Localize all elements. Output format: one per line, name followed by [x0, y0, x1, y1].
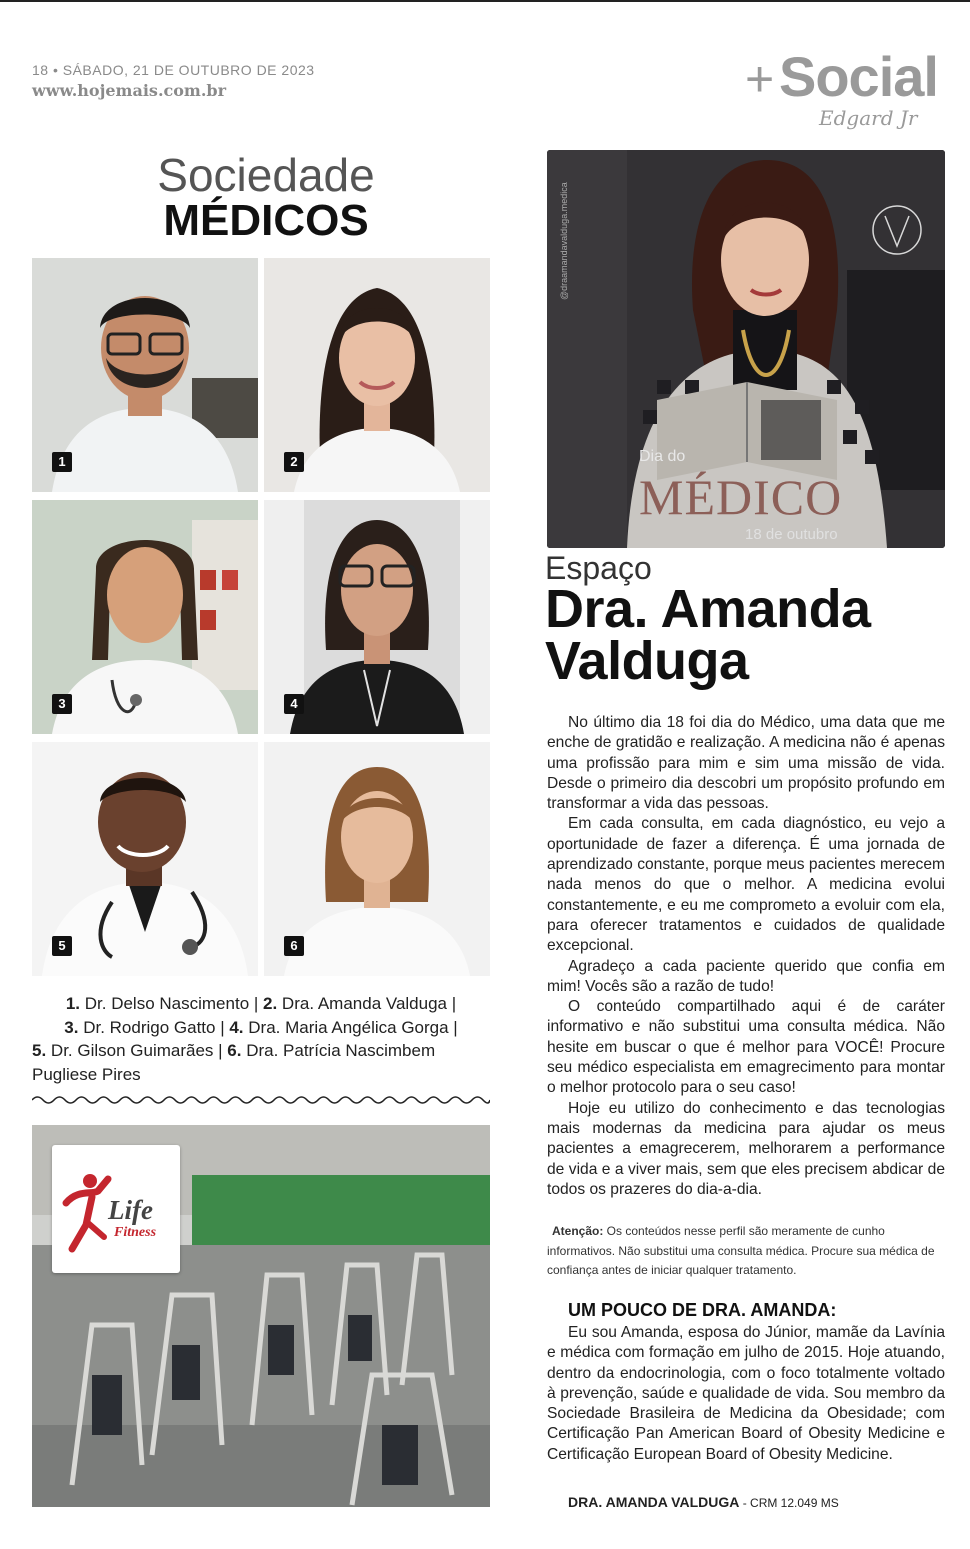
- headline-line-1: Dra. Amanda: [545, 579, 871, 639]
- caption-line-2: [32, 1016, 490, 1040]
- caption-number-2: 2.: [263, 994, 278, 1013]
- top-rule: [0, 0, 970, 2]
- article-paragraph: Em cada consulta, em cada diagnóstico, eu vejo a oportunidade de fazer a diferença. É uma jornada de aprendizado constante, porque meus pacientes merecem nada menos do que o melhor. A medicina evolui constantemente, e eu me comprometo a evoluir com ela, para oferecer tratamentos e cuidados de qualidade excepcional.: [547, 815, 945, 955]
- life-fitness-logo: [52, 1145, 180, 1273]
- caption-line-1: [32, 992, 490, 1016]
- about-body: [547, 1323, 945, 1465]
- section-title-line1: Sociedade: [157, 149, 375, 201]
- photo-captions: [32, 992, 490, 1086]
- hero-date: 18 de outubro: [745, 526, 838, 543]
- brand-signature: Edgard Jr: [819, 106, 918, 130]
- article-paragraph: Agradeço a cada paciente querido que confia em mim! Vocês são a razão de tudo!: [547, 957, 945, 995]
- caption-text-2: Dra. Amanda Valduga |: [277, 994, 457, 1013]
- photo-number-badge: 5: [52, 936, 72, 956]
- caption-text-3: Dr. Rodrigo Gatto |: [78, 1017, 230, 1037]
- doctor-photo-6: [264, 742, 490, 976]
- photo-number-badge: 4: [284, 694, 304, 714]
- doctor-photo-1: [32, 258, 258, 492]
- author-signature: [568, 1494, 839, 1510]
- caption-number-4: 4.: [229, 1017, 244, 1037]
- article-paragraph: O conteúdo compartilhado aqui é de caráter informativo e não substitui uma consulta médica. Não hesite em buscar o que é melhor para VOCÊ! Procure seu médico especialista em emagrecimento para montar o melhor protocolo para o seu caso!: [547, 998, 945, 1097]
- logo-word: Life: [108, 1195, 153, 1225]
- logo-subword: Fitness: [114, 1225, 157, 1240]
- wavy-divider: [32, 1093, 490, 1107]
- caption-text-6: Dra. Patrícia Nascimbem Pugliese Pires: [32, 1041, 436, 1084]
- signature-crm: - CRM 12.049 MS: [739, 1496, 839, 1510]
- brand-title: Social: [779, 45, 938, 108]
- caption-number-5: 5.: [32, 1041, 47, 1060]
- photo-number-badge: 2: [284, 452, 304, 472]
- caption-line-3: [32, 1039, 490, 1086]
- doctor-photo-3: [32, 500, 258, 734]
- signature-name: DRA. AMANDA VALDUGA: [568, 1494, 740, 1510]
- article-paragraph: Hoje eu utilizo do conhecimento e das tecnologias mais modernas da medicina para ajudar os meus pacientes a emagrecerem, melhorarem a performance de vida e a viver mais, sem que eles precisem abdicar de todos os prazeres do dia-a-dia.: [547, 1099, 945, 1198]
- hero-dia-label: Dia do: [639, 448, 686, 465]
- site-url[interactable]: www.hojemais.com.br: [32, 81, 227, 100]
- brand-plus: +: [745, 51, 775, 107]
- gym-advertisement[interactable]: [32, 1125, 490, 1507]
- article-paragraph: No último dia 18 foi dia do Médico, uma data que me enche de gratidão e realização. A medicina não é apenas uma profissão para mim e sim uma missão de vida. Desde o primeiro dia descobri um propósito profundo em transformar a vida das pessoas.: [547, 714, 945, 813]
- article-body: [547, 713, 945, 1200]
- doctor-photo-5: [32, 742, 258, 976]
- doctor-photo-2: [264, 258, 490, 492]
- caption-number-3: 3.: [64, 1017, 79, 1037]
- caption-number-1: 1.: [65, 994, 81, 1013]
- caption-text-4: Dra. Maria Angélica Gorga |: [243, 1017, 458, 1037]
- about-paragraph: Eu sou Amanda, esposa do Júnior, mamãe da Lavínia e médica com formação em julho de 2015. Hoje atuando, dentro da endocrinologia, com o foco totalmente voltado à prevenção, saúde e qualidade de vida. Sou membro da Sociedade Brasileira de Medicina da Obesidade; com Certificação Pan American Board of Obesity Medicine e Certificação European Board of Obesity Medicine.: [547, 1324, 945, 1463]
- attention-label: Atenção:: [552, 1224, 604, 1238]
- article-headline: [545, 579, 871, 691]
- attention-text: Os conteúdos nesse perfil são meramente de cunho informativos. Não substitui uma consulta médica. Procure sua médica de confiança antes de iniciar qualquer tratamento.: [547, 1224, 935, 1277]
- photo-number-badge: 3: [52, 694, 72, 714]
- article-kicker: Espaço: [545, 550, 652, 586]
- photo-number-badge: 1: [52, 452, 72, 472]
- hero-medico-title: MÉDICO: [639, 469, 843, 525]
- section-title-line2: MÉDICOS: [163, 196, 369, 245]
- caption-text-1: Dr. Delso Nascimento |: [80, 994, 264, 1013]
- caption-number-6: 6.: [227, 1041, 242, 1060]
- hero-photo: [547, 150, 945, 548]
- doctor-photo-4: [264, 500, 490, 734]
- about-heading: UM POUCO DE DRA. AMANDA:: [568, 1300, 837, 1320]
- headline-line-2: Valduga: [545, 631, 749, 691]
- attention-note: [547, 1222, 945, 1281]
- column-brand: [745, 40, 945, 140]
- photo-number-badge: 6: [284, 936, 304, 956]
- caption-text-5: Dr. Gilson Guimarães |: [46, 1041, 228, 1060]
- hero-instagram-handle: @draamandavalduga.medica: [559, 182, 569, 300]
- page-date: 18 • SÁBADO, 21 DE OUTUBRO DE 2023: [32, 62, 315, 78]
